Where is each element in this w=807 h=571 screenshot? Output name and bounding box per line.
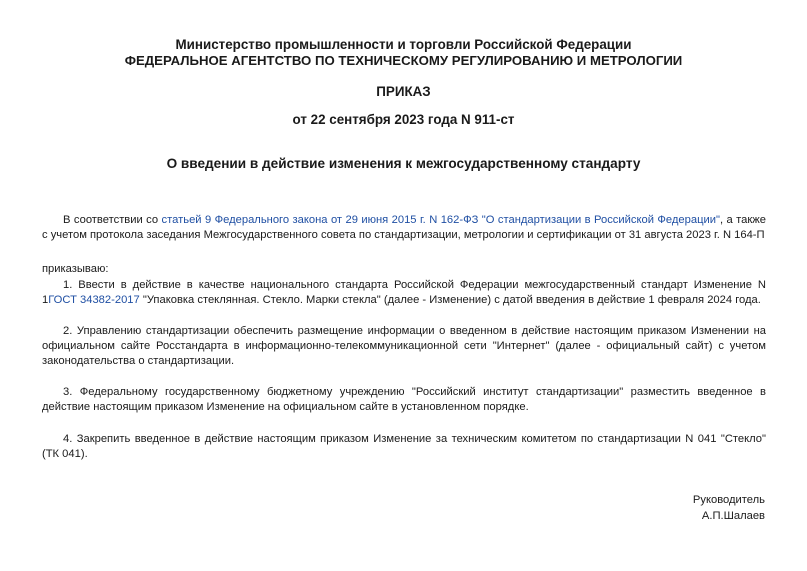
- agency-name: ФЕДЕРАЛЬНОЕ АГЕНТСТВО ПО ТЕХНИЧЕСКОМУ РЕГУЛИРОВАНИЮ И МЕТРОЛОГИИ: [124, 53, 683, 68]
- federal-law-link[interactable]: статьей 9 Федерального закона от 29 июня 2015 г. N 162-ФЗ "О стандартизации в Российской Федерации": [161, 214, 720, 226]
- gost-link[interactable]: ГОСТ 34382-2017: [48, 294, 140, 306]
- order-item-1: [42, 278, 766, 308]
- document-title: О введении в действие изменения к межгосударственному стандарту: [166, 156, 641, 171]
- document-date-number: от 22 сентября 2023 года N 911-ст: [292, 112, 515, 127]
- ministry-name: Министерство промышленности и торговли Российской Федерации: [175, 37, 632, 52]
- preamble-suffix: , а также с учетом протокола заседания Межгосударственного совета по стандартизации, метрологии и сертификации от 31 августа 2023 г. N 164-П: [42, 214, 766, 241]
- preamble-prefix: В соответствии со: [63, 214, 162, 226]
- order-item-2: 2. Управлению стандартизации обеспечить размещение информации о введенном в действие настоящим приказом Изменении на официальном сайте Росстандарта в информационно-телекоммуникационной сети "Интернет" (далее - официальный сайт) с учетом законодательства о стандартизации.: [42, 325, 766, 367]
- signature-position: Руководитель: [692, 494, 765, 506]
- document-type: ПРИКАЗ: [376, 84, 431, 99]
- preamble-paragraph: [42, 213, 766, 243]
- order-item-4: 4. Закрепить введенное в действие настоящим приказом Изменение за техническим комитетом по стандартизации N 041 "Стекло" (ТК 041).: [42, 433, 766, 460]
- item1-suffix: "Упаковка стеклянная. Стекло. Марки стекла" (далее - Изменение) с датой введения в действие 1 февраля 2024 года.: [139, 294, 761, 306]
- item1-prefix: 1. Ввести в действие в качестве национального стандарта Российской Федерации межгосударственный стандарт Изменение N 1: [42, 279, 766, 306]
- order-item-3: 3. Федеральному государственному бюджетному учреждению "Российский институт стандартизации" разместить введенное в действие настоящим приказом Изменение на официальном сайте в установленном порядке.: [42, 386, 766, 413]
- signature-name: А.П.Шалаев: [701, 510, 765, 522]
- order-word: приказываю:: [42, 263, 109, 275]
